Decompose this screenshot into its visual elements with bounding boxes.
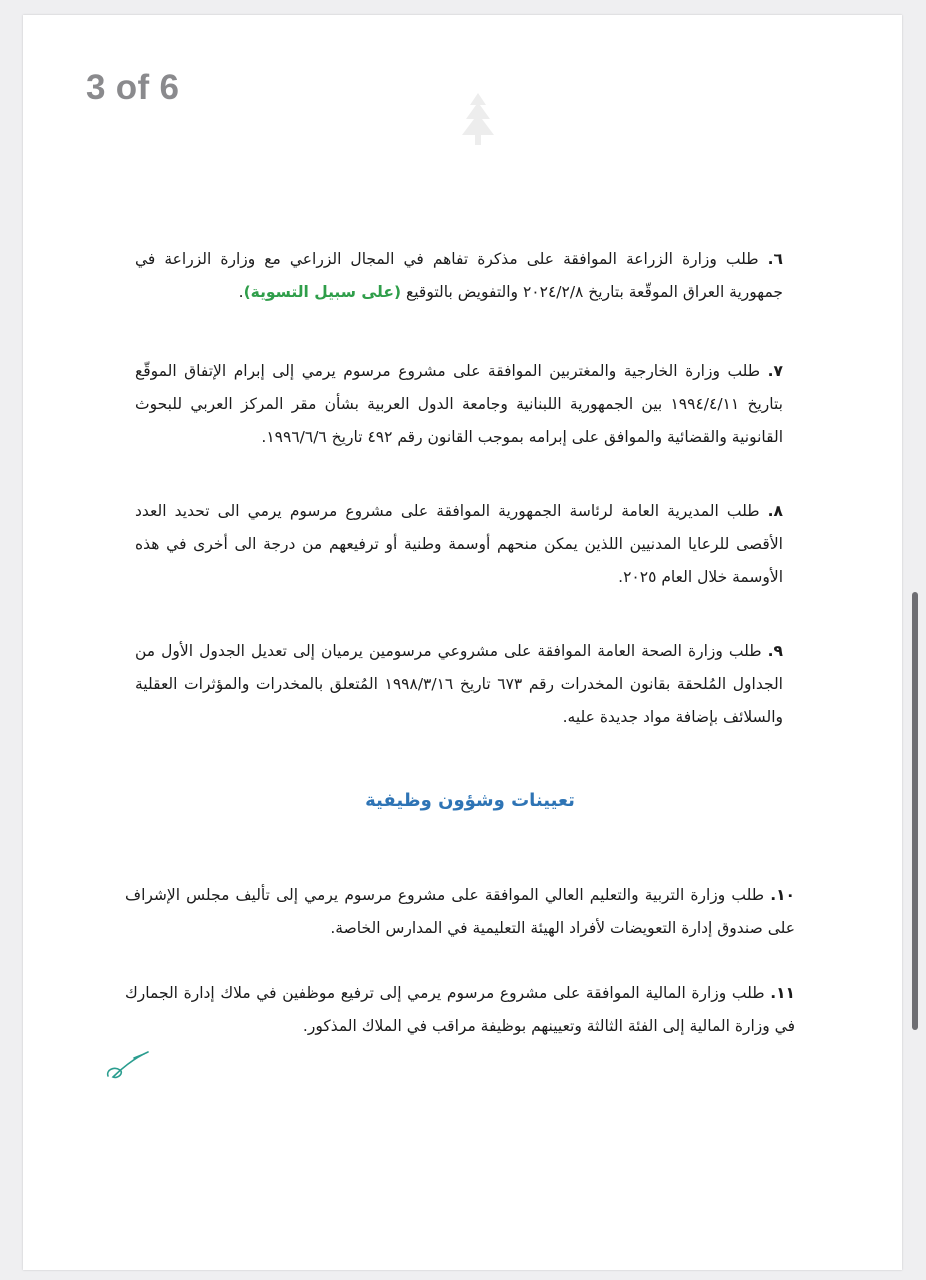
agenda-item-6 — [135, 243, 783, 309]
item-number: ٦. — [767, 250, 783, 268]
item-text: طلب المديرية العامة لرئاسة الجمهورية الموافقة على مشروع مرسوم يرمي الى تحديد العدد الأقصى للرعايا المدنيين اللذين يمكن منحهم أوسمة وطنية أو ترفيعهم من درجة الى أخرى في هذه الأوسمة خلال العام ٢٠٢٥. — [135, 502, 783, 586]
emblem-watermark-icon — [428, 85, 528, 155]
item-number: ٧. — [767, 362, 783, 380]
agenda-item-7 — [135, 355, 783, 454]
item-number: ١٠. — [770, 886, 795, 904]
item-number: ١١. — [770, 984, 796, 1002]
signature-icon — [104, 1048, 152, 1082]
settlement-highlight: (على سبيل التسوية) — [243, 283, 402, 301]
item-text: طلب وزارة التربية والتعليم العالي الموافقة على مشروع مرسوم يرمي إلى تأليف مجلس الإشراف على صندوق إدارة التعويضات لأفراد الهيئة التعليمية في المدارس الخاصة. — [125, 886, 795, 937]
agenda-item-9 — [135, 635, 783, 734]
item-number: ٨. — [767, 502, 783, 520]
item-text: طلب وزارة الخارجية والمغتربين الموافقة على مشروع مرسوم يرمي إلى إبرام الإتفاق الموقّع بتاريخ ١٩٩٤/٤/١١ بين الجمهورية اللبنانية وجامعة الدول العربية بشأن مقر المركز العربي للبحوث القانونية والقضائية والموافق على إبرامه بموجب القانون رقم ٤٩٢ تاريخ ١٩٩٦/٦/٦. — [135, 362, 783, 446]
agenda-item-10 — [125, 879, 795, 945]
agenda-item-11 — [125, 977, 795, 1043]
item-number: ٩. — [767, 642, 783, 660]
item-text-tail: . — [238, 283, 244, 301]
section-heading: تعيينات وشؤون وظيفية — [365, 790, 575, 811]
page-indicator: 3 of 6 — [86, 68, 180, 107]
agenda-item-8 — [135, 495, 783, 594]
vertical-scrollbar[interactable] — [912, 592, 918, 1030]
item-text: طلب وزارة الزراعة الموافقة على مذكرة تفاهم في المجال الزراعي مع وزارة الزراعة في جمهورية العراق الموقّعة بتاريخ ٢٠٢٤/٢/٨ والتفويض بالتوقيع — [135, 250, 783, 301]
document-page — [23, 15, 902, 1270]
item-text: طلب وزارة المالية الموافقة على مشروع مرسوم يرمي إلى ترفيع موظفين في ملاك إدارة الجمارك في وزارة المالية إلى الفئة الثالثة وتعيينهم بوظيفة مراقب في الملاك المذكور. — [125, 984, 795, 1035]
item-text: طلب وزارة الصحة العامة الموافقة على مشروعي مرسومين يرميان إلى تعديل الجدول الأول من الجداول المُلحقة بقانون المخدرات رقم ٦٧٣ تاريخ ١٩٩٨/٣/١٦ المُتعلق بالمخدرات والمؤثرات العقلية والسلائف بإضافة مواد جديدة عليه. — [135, 642, 783, 726]
